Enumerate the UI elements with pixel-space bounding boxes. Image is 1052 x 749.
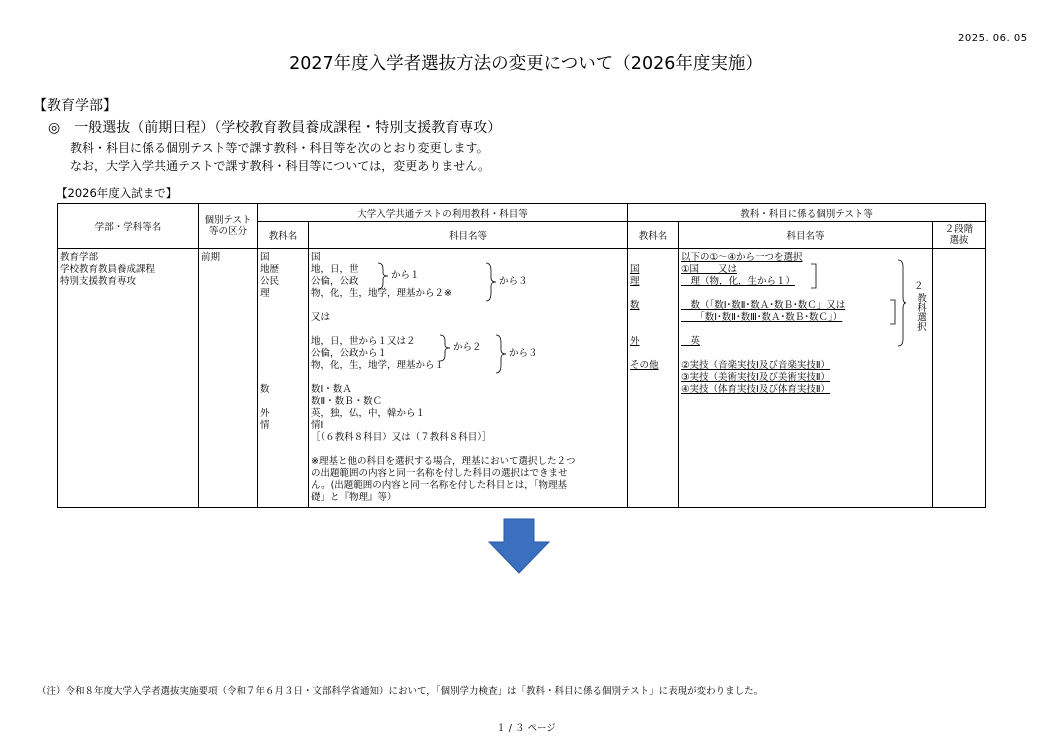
cell-kubun <box>199 249 258 508</box>
header-dept: 学部・学科等名 <box>58 204 199 249</box>
brace-icon <box>897 259 907 347</box>
bracket-icon <box>889 299 897 325</box>
cell-two-stage <box>933 249 986 508</box>
common-note-line: ※理基と他の科目を選択する場合，理基において選択した２つ <box>311 456 576 467</box>
indiv-item: ④実技（体育実技Ⅰ及び体育実技Ⅱ） <box>681 384 830 395</box>
dept-line-1: 教育学部 <box>60 252 99 263</box>
dept-line-2: 学校教育教員養成課程 <box>60 264 156 275</box>
indiv-item: 理（物，化，生から１） <box>681 276 796 287</box>
header-indiv-items: 科目名等 <box>679 222 933 249</box>
common-item-total: ［（６教科８科目）又は（７教科８科目）］ <box>311 432 492 443</box>
common-note-line: 礎」と『物理』等） <box>311 492 397 503</box>
common-subject: 数 <box>260 384 270 395</box>
common-subject: 理 <box>260 288 270 299</box>
brace-icon <box>377 262 389 290</box>
cell-indiv-subjects <box>628 249 679 508</box>
header-indiv-subject: 教科名 <box>628 222 679 249</box>
common-subject: 公民 <box>260 276 280 287</box>
exam-heading: ◎ 一般選抜（前期日程）（学校教育教員養成課程・特別支援教育専攻） <box>48 120 502 136</box>
page-title: 2027年度入学者選抜方法の変更について（2026年度実施） <box>289 54 763 74</box>
indiv-item: ②実技（音楽実技Ⅰ及び音楽実技Ⅱ） <box>681 360 830 371</box>
indiv-item: 数（「数Ⅰ･数Ⅱ･数Ａ･数Ｂ･数Ｃ」又は <box>681 300 846 311</box>
header-two-stage <box>933 222 986 249</box>
brace-icon <box>495 334 507 374</box>
common-item: 地，日，世から１又は２ <box>311 336 416 347</box>
bracket-icon <box>810 263 818 289</box>
common-item-or: 又は <box>311 312 331 323</box>
kubun-value: 前期 <box>201 252 221 263</box>
header-kubun-text: 個別テスト等の区分 <box>204 215 252 237</box>
common-item: 数Ⅱ・数Ｂ・数Ｃ <box>311 396 383 407</box>
header-common: 大学入学共通テストの利用教科・科目等 <box>258 204 628 222</box>
down-arrow-icon <box>488 518 550 574</box>
common-item: 国 <box>311 252 321 263</box>
indiv-item: 英 <box>681 336 701 347</box>
indiv-subject: 外 <box>630 336 640 347</box>
common-subject: 地歴 <box>260 264 280 275</box>
footnote: （注）令和８年度大学入学者選抜実施要項（令和７年６月３日・文部科学省通知）において，「個別学力検査」は「教科・科目に係る個別テスト」に表現が変わりました。 <box>37 686 764 697</box>
page-number: １ / ３ ページ <box>496 723 556 734</box>
common-item: 公倫，公政 <box>311 276 359 287</box>
indiv-subject: 理 <box>630 276 640 287</box>
header-two-stage-text: ２段階選抜 <box>944 224 974 246</box>
common-item: 英，独，仏，中，韓から１ <box>311 408 426 419</box>
indiv-subject: その他 <box>630 360 659 371</box>
indiv-item: 「数Ⅰ･数Ⅱ･数Ⅲ･数Ａ･数Ｂ･数Ｃ」） <box>681 312 843 323</box>
brace-icon <box>485 262 497 302</box>
common-item: 数Ⅰ・数Ａ <box>311 384 352 395</box>
common-item: 公倫，公政から１ <box>311 348 388 359</box>
common-item: 地，日，世 <box>311 264 359 275</box>
cell-dept <box>58 249 199 508</box>
cell-indiv-items <box>679 249 933 508</box>
cell-common-subjects <box>258 249 309 508</box>
header-common-subject: 教科名 <box>258 222 309 249</box>
brace-label: から３ <box>509 348 538 359</box>
common-note-line: ん。(出題範囲の内容と同一名称を付した科目とは，「物理基 <box>311 480 568 491</box>
brace-icon <box>439 334 451 362</box>
common-item: 物，化，生，地学，理基から２※ <box>311 288 452 299</box>
document-date: 2025. 06. 05 <box>958 33 1028 44</box>
requirements-table <box>57 203 986 508</box>
indiv-subject: 国 <box>630 264 640 275</box>
header-common-items: 科目名等 <box>309 222 628 249</box>
indiv-item: 以下の①～④から一つを選択 <box>681 252 803 263</box>
common-subject: 情 <box>260 420 270 431</box>
brace-label: から３ <box>499 276 528 287</box>
intro-note-2: なお，大学入学共通テストで課す教科・科目等については，変更ありません。 <box>70 159 491 173</box>
brace-label: から１ <box>391 270 420 281</box>
indiv-item: ③実技（美術実技Ⅰ及び美術実技Ⅱ） <box>681 372 830 383</box>
common-subject: 外 <box>260 408 270 419</box>
dept-line-3: 特別支援教育専攻 <box>60 276 137 287</box>
indiv-item: ①国 又は <box>681 264 738 275</box>
side-number: ２ <box>914 281 924 292</box>
common-note-line: の出題範囲の内容と同一名称を付した科目の選択はできませ <box>311 468 568 479</box>
brace-label: から２ <box>453 342 482 353</box>
side-text: 教科選択 <box>915 293 926 331</box>
header-kubun <box>199 204 258 249</box>
department-heading: 【教育学部】 <box>33 98 117 114</box>
common-subject: 国 <box>260 252 270 263</box>
cell-common-items <box>309 249 628 508</box>
intro-note-1: 教科・科目に係る個別テスト等で課す教科・科目等を次のとおり変更します。 <box>70 141 489 155</box>
common-item: 情Ⅰ <box>311 420 324 431</box>
indiv-subject: 数 <box>630 300 640 311</box>
section-label: 【2026年度入試まで】 <box>56 186 178 200</box>
header-indiv: 教科・科目に係る個別テスト等 <box>628 204 986 222</box>
common-item: 物，化，生，地学，理基から１ <box>311 360 445 371</box>
